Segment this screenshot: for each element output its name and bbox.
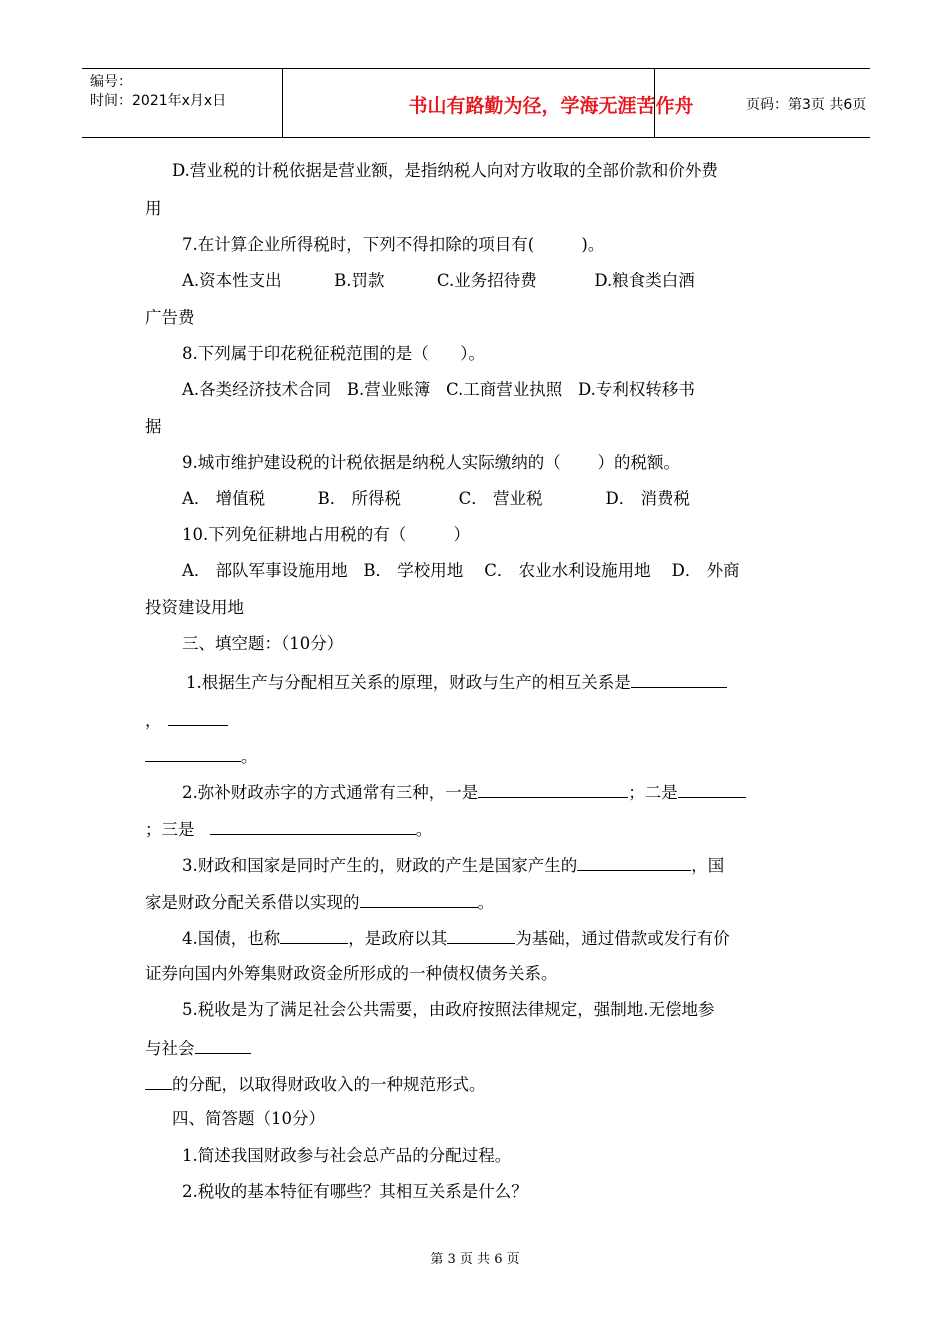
question-10-options-cont: 投资建设用地 <box>145 598 244 617</box>
fill-4-text-b: ，是政府以其 <box>348 929 448 948</box>
fill-4-text-c: 为基础，通过借款或发行有价 <box>515 929 730 948</box>
fill-3-text-b: ，国 <box>691 856 725 875</box>
header-divider-left <box>282 69 283 137</box>
question-10-options: A． 部队军事设施用地 B． 学校用地 C． 农业水利设施用地 D． 外商 <box>182 561 740 580</box>
section-4-heading: 四、简答题（10分） <box>172 1109 325 1128</box>
fill-4-blank-1 <box>280 926 348 944</box>
question-9-options: A． 增值税 B． 所得税 C． 营业税 D． 消费税 <box>182 489 690 508</box>
question-10: 10.下列免征耕地占用税的有（ ） <box>182 525 470 544</box>
fill-4-line-2: 证券向国内外筹集财政资金所形成的一种债权债务关系。 <box>145 964 558 983</box>
header-divider-right <box>654 69 655 137</box>
page-footer: 第 3 页 共 6 页 <box>430 1252 520 1267</box>
short-answer-2: 2.税收的基本特征有哪些？其相互关系是什么？ <box>182 1182 528 1201</box>
fill-5-line-3 <box>145 1072 486 1096</box>
fill-4-text-a: 4.国债，也称 <box>182 929 281 948</box>
fill-3-text-a: 3.财政和国家是同时产生的，财政的产生是国家产生的 <box>182 856 578 875</box>
question-8: 8.下列属于印花税征税范围的是（ ）。 <box>182 344 485 363</box>
header-meta <box>90 73 226 111</box>
fill-3-line-2 <box>145 890 494 914</box>
fill-4-line <box>182 926 730 950</box>
time-label: 时间：2021年x月x日 <box>90 93 227 109</box>
fill-2-text-c: ；三是 <box>145 820 200 839</box>
question-9: 9.城市维护建设税的计税依据是纳税人实际缴纳的（ ）的税额。 <box>182 453 680 472</box>
fill-5-line-2 <box>145 1036 251 1060</box>
question-7-options: A.资本性支出 B.罚款 C.业务招待费 D.粮食类白酒 <box>182 271 695 290</box>
fill-5-line: 5.税收是为了满足社会公共需要，由政府按照法律规定，强制地.无偿地参 <box>182 1000 715 1019</box>
fill-3-line <box>182 853 724 877</box>
question-7-options-cont: 广告费 <box>145 308 195 327</box>
fill-3-end: 。 <box>477 893 494 912</box>
question-8-options: A.各类经济技术合同 B.营业账簿 C.工商营业执照 D.专利权转移书 <box>182 380 695 399</box>
fill-5-blank-2 <box>145 1072 172 1090</box>
question-8-options-cont: 据 <box>145 417 162 436</box>
fill-1-line-3 <box>145 744 258 768</box>
fill-2-line <box>182 780 746 804</box>
fill-2-blank-2 <box>678 780 746 798</box>
fill-1-blank-2 <box>168 708 228 726</box>
fill-3-blank-2 <box>360 890 478 908</box>
fill-2-end: 。 <box>415 820 433 839</box>
question-7: 7.在计算企业所得税时，下列不得扣除的项目有( )。 <box>182 235 605 254</box>
fill-1-comma: ， <box>145 711 162 730</box>
fill-2-text-a: 2.弥补财政赤字的方式通常有三种，一是 <box>182 783 479 802</box>
fill-1-line-2 <box>145 708 228 732</box>
fill-5-blank-1 <box>195 1036 251 1054</box>
fill-4-blank-2 <box>447 926 515 944</box>
fill-1-line <box>186 670 727 694</box>
fill-1-text: 1.根据生产与分配相互关系的原理，财政与生产的相互关系是 <box>186 673 631 692</box>
number-label: 编号： <box>90 74 132 90</box>
option-d-cont: 用 <box>145 199 162 218</box>
fill-5-text-b: 与社会 <box>145 1039 195 1058</box>
fill-1-end: 。 <box>241 747 258 766</box>
fill-2-blank-3 <box>210 817 416 835</box>
fill-3-blank-1 <box>577 853 691 871</box>
section-3-heading: 三、填空题：（10分） <box>182 634 344 653</box>
option-d-line: D.营业税的计税依据是营业额，是指纳税人向对方收取的全部价款和价外费 <box>172 161 718 180</box>
header-page-info: 页码：第3页 共6页 <box>746 97 867 113</box>
page-header <box>82 68 870 138</box>
fill-2-blank-1 <box>478 780 628 798</box>
short-answer-1: 1.简述我国财政参与社会总产品的分配过程。 <box>182 1146 512 1165</box>
fill-1-blank-1 <box>631 670 727 688</box>
fill-1-blank-3 <box>145 744 241 762</box>
header-motto: 书山有路勤为径，学海无涯苦作舟 <box>408 95 694 117</box>
fill-2-line-2 <box>145 817 432 841</box>
fill-5-text-c: 的分配，以取得财政收入的一种规范形式。 <box>172 1075 486 1094</box>
fill-2-text-b: ；二是 <box>628 783 678 802</box>
fill-3-text-c: 家是财政分配关系借以实现的 <box>145 893 360 912</box>
